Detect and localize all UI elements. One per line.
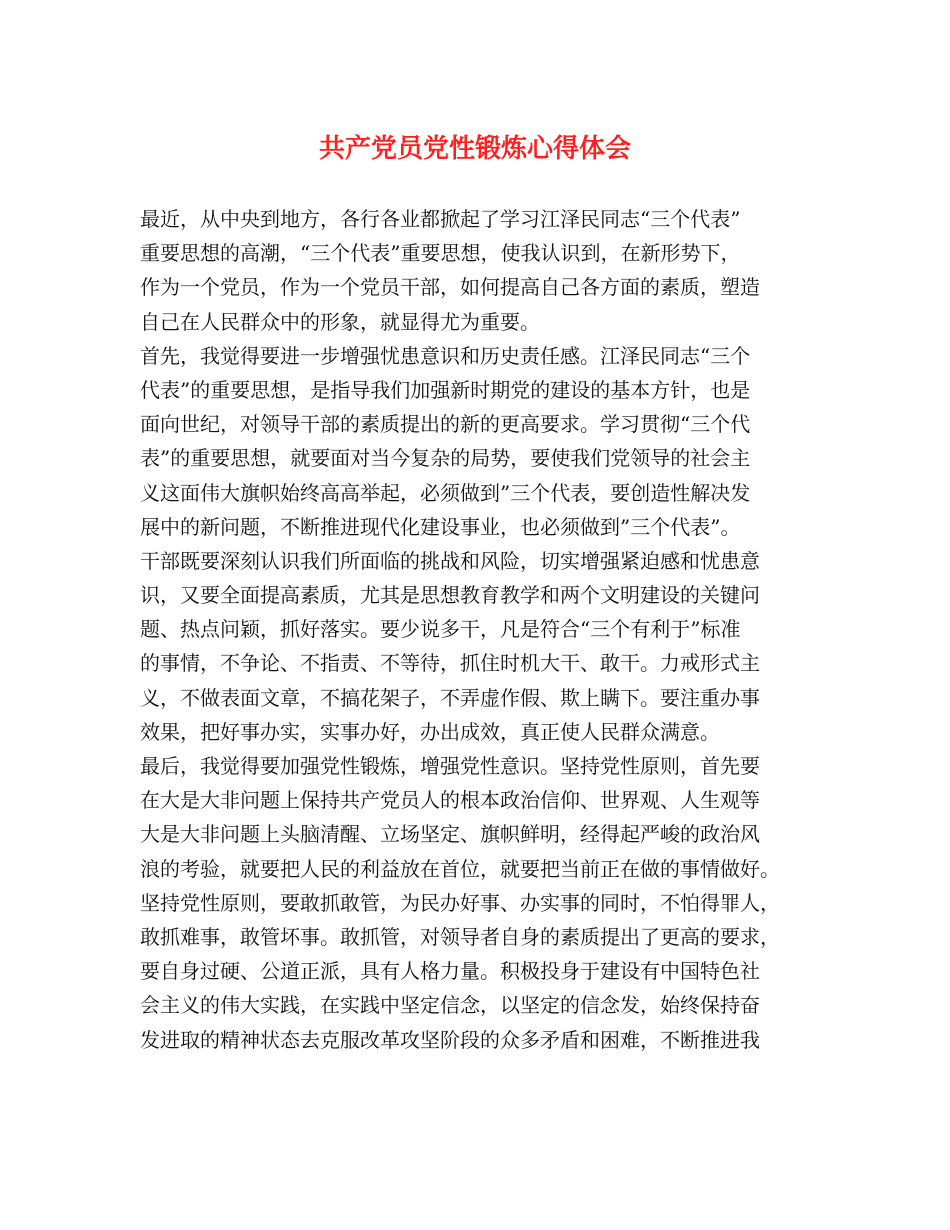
text-line: 表”的重要思想，就要面对当今复杂的局势，要使我们党领导的社会主 bbox=[140, 446, 751, 471]
text-line: 义，不做表面文章，不搞花架子，不弄虚作假、欺上瞒下。要注重办事 bbox=[140, 685, 760, 710]
text-line: 作为一个党员，作为一个党员干部，如何提高自己各方面的素质，塑造 bbox=[140, 275, 760, 300]
text-line: 浪的考验，就要把人民的利益放在首位，就要把当前正在做的事情做好。 bbox=[140, 856, 780, 881]
text-line: 义这面伟大旗帜始终高高举起，必须做到”三个代表，要创造性解决发 bbox=[140, 480, 751, 505]
text-line: 自己在人民群众中的形象，就显得尤为重要。 bbox=[140, 309, 540, 334]
text-line: 代表”的重要思想，是指导我们加强新时期党的建设的基本方针，也是 bbox=[140, 377, 751, 402]
text-line: 效果，把好事办实，实事办好，办出成效，真正使人民群众满意。 bbox=[140, 719, 720, 744]
text-line: 会主义的伟大实践，在实践中坚定信念，以坚定的信念发，始终保持奋 bbox=[140, 993, 760, 1018]
text-line: 最后，我觉得要加强党性锻炼，增强党性意识。坚持党性原则，首先要 bbox=[140, 754, 760, 778]
text-line: 展中的新问题，不断推进现代化建设事业，也必须做到”三个代表”。 bbox=[140, 514, 741, 539]
text-line: 最近，从中央到地方，各行各业都掀起了学习江泽民同志“三个代表” bbox=[140, 207, 741, 231]
page-title: 共产党员党性锻炼心得体会 bbox=[318, 134, 631, 164]
text-line: 在大是大非问题上保持共产党员人的根本政治信仰、世界观、人生观等 bbox=[140, 788, 760, 813]
text-line: 坚持党性原则，要敢抓敢管，为民办好事、办实事的同时，不怕得罪人， bbox=[140, 890, 780, 915]
text-line: 面向世纪，对领导干部的素质提出的新的更高要求。学习贯彻“三个代 bbox=[140, 412, 751, 437]
text-line: 识，又要全面提高素质，尤其是思想教育教学和两个文明建设的关键问 bbox=[140, 583, 760, 608]
text-line: 敢抓难事，敢管坏事。敢抓管，对领导者自身的素质提出了更高的要求， bbox=[140, 924, 780, 949]
text-line: 题、热点问颖，抓好落实。要少说多干，凡是符合“三个有利于”标准 bbox=[140, 617, 741, 642]
text-line: 的事情，不争论、不指责、不等待，抓住时机大干、敢干。力戒形式主 bbox=[140, 651, 760, 676]
text-line: 重要思想的高潮，“三个代表”重要思想，使我认识到，在新形势下， bbox=[140, 241, 741, 266]
text-line: 首先，我觉得要进一步增强忧患意识和历史责任感。江泽民同志“三个 bbox=[140, 343, 751, 368]
text-line: 大是大非问题上头脑清醒、立场坚定、旗帜鲜明，经得起严峻的政治风 bbox=[140, 822, 760, 847]
text-line: 要自身过硬、公道正派，具有人格力量。积极投身于建设有中国特色社 bbox=[140, 959, 760, 984]
document-body bbox=[140, 202, 830, 1057]
text-line: 发进取的精神状态去克服改革攻坚阶段的众多矛盾和困难，不断推进我 bbox=[140, 1027, 760, 1052]
text-line: 干部既要深刻认识我们所面临的挑战和风险，切实增强紧迫感和忧患意 bbox=[140, 548, 760, 573]
